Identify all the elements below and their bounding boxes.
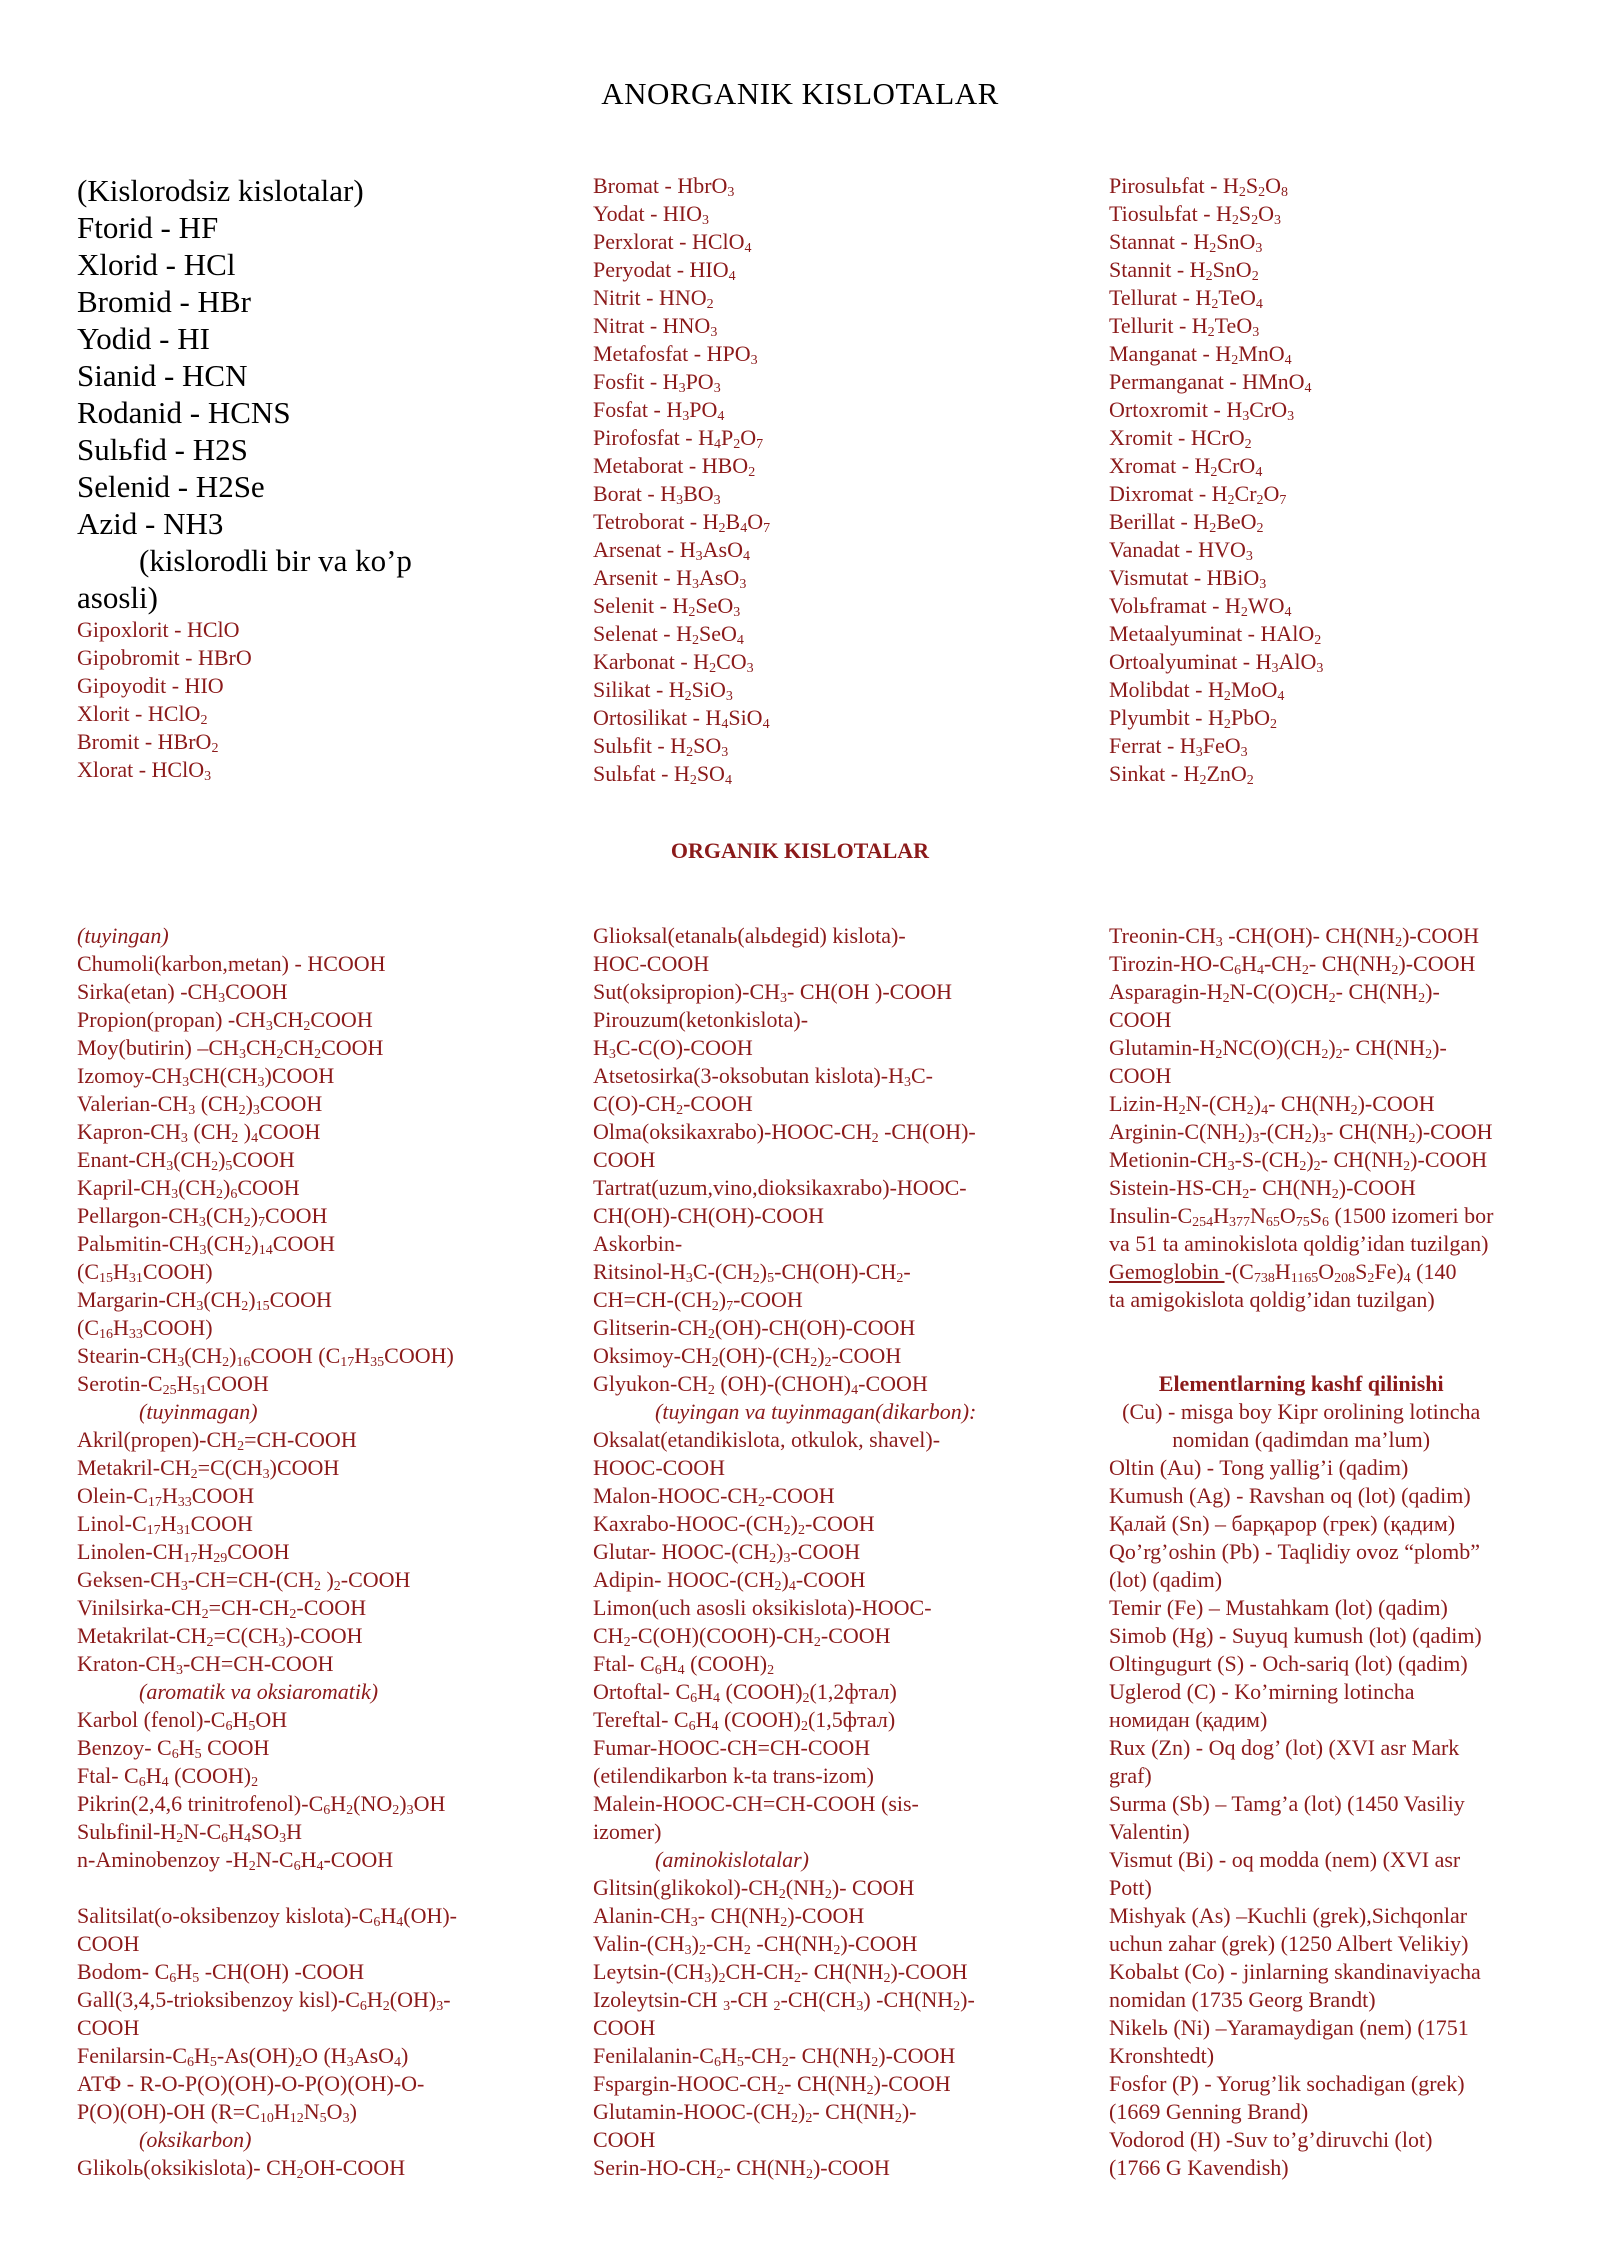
formula-line: Valerian-$CH_3$ $(CH_2)_3COOH$: [77, 1091, 323, 1118]
formula-line: Malein-HOOC-CH=CH-COOH (sis-: [593, 1791, 919, 1816]
formula-line: Metakrilat-$CH_2=C(CH_3)$-COOH: [77, 1623, 363, 1650]
formula-line: (Kislorodsiz kislotalar): [77, 173, 364, 208]
formula-line: Limon(uch asosli oksikislota)-HOOC-: [593, 1595, 932, 1620]
inorganic-col-3: [1109, 172, 1323, 788]
formula-line: $CH_2-C(OH)(COOH)-CH_2$-COOH: [593, 1623, 891, 1650]
formula-line: Ftal- $C_6H_4$ $(COOH)_2$: [77, 1763, 259, 1790]
formula-line: Benzoy- $C_6H_5$ COOH: [77, 1735, 270, 1762]
formula-line: Chumoli(karbon,metan) - HCOOH: [77, 951, 386, 976]
formula-line: Margarin-$CH_3(CH_2)_{15}COOH$: [77, 1287, 332, 1314]
formula-line: Xromit - HCrO$_2$: [1109, 425, 1252, 452]
formula-line: Peryodat - $HIO_4$: [593, 257, 736, 284]
formula-line: Yodat - $HIO_3$: [593, 201, 709, 228]
formula-line: Sulьfinil-$H_2N-C_6H_4SO_3H$: [77, 1819, 303, 1846]
formula-line: CH(OH)-CH(OH)-COOH: [593, 1203, 824, 1228]
formula-line: Rodanid - HCNS: [77, 395, 291, 430]
formula-line: nomidan (1735 Georg Brandt): [1109, 1987, 1376, 2012]
formula-line: Gipobromit - HBrO: [77, 645, 252, 670]
formula-line: Ferrat - $H_3FeO_3$: [1109, 733, 1248, 760]
formula-line: Tartrat(uzum,vino,dioksikaxrabo)-HOOC-: [593, 1175, 967, 1200]
formula-line: Moy(butirin) $-CH_3CH_2CH_2COOH$: [77, 1035, 384, 1062]
formula-line: Sirka(etan) $-CH_3COOH$: [77, 979, 288, 1006]
formula-line: COOH: [593, 2127, 656, 2152]
formula-line: Yodid - HI: [77, 321, 210, 356]
formula-line: Qo’rg’oshin (Pb) - Taqlidiy ovoz “plomb”: [1109, 1539, 1480, 1564]
formula-line: Fosfor (P) - Yorug’lik sochadigan (grek): [1109, 2071, 1465, 2096]
formula-line: Silikat - $H_2SiO_3$: [593, 677, 733, 704]
formula-line: Malon-$HOOC-CH_2$-COOH: [593, 1483, 835, 1510]
formula-line: ta amigokislota qoldig’idan tuzilgan): [1109, 1287, 1435, 1312]
formula-line: Sulьfat - $H_2SO_4$: [593, 761, 732, 788]
formula-line: Kumush (Ag) - Ravshan oq (lot) (qadim): [1109, 1483, 1471, 1508]
formula-line: Metafosfat - $HPO_3$: [593, 341, 758, 368]
formula-line: Arsenat - $H_3AsO_4$: [593, 537, 750, 564]
formula-line: Nitrit - $HNO_2$: [593, 285, 714, 312]
formula-line: Metaalyuminat - HAlO$_2$: [1109, 621, 1322, 648]
formula-line: Pirosulьfat - $H_2S_2O_8$: [1109, 173, 1288, 200]
section-title-organic: ORGANIK KISLOTALAR: [670, 838, 930, 863]
formula-line: Pirofosfat - $H_4P_2O_7$: [593, 425, 764, 452]
formula-line: Enant-$CH_3(CH_2)_5COOH$: [77, 1147, 295, 1174]
formula-line: nomidan (qadimdan ma’lum): [1172, 1427, 1431, 1452]
formula-line: $Akril(propen)-CH_2=CH$-COOH: [77, 1427, 357, 1454]
formula-line: Valin-$(CH_3)_2-CH_2$ $-CH(NH_2)$-COOH: [593, 1931, 918, 1958]
formula-line: Ortoxromit - $H_3CrO_3$: [1109, 397, 1295, 424]
formula-line: Oltingugurt (S) - Och-sariq (lot) (qadim): [1109, 1651, 1468, 1676]
formula-line: Ftal- $C_6H_4$ $(COOH)_2$: [593, 1651, 775, 1678]
formula-line: graf): [1109, 1763, 1152, 1788]
formula-line: Қалай (Sn) – барқарор (грек) (қадим): [1109, 1511, 1456, 1536]
formula-line: (1669 Genning Brand): [1109, 2099, 1309, 2124]
formula-line: Serotin-$C_{25}H_{51}COOH$: [77, 1371, 269, 1398]
formula-line: Sinkat - $H_2ZnO_2$: [1109, 761, 1254, 788]
formula-line: Leytsin-$(CH_3)_2CH-CH_2-$ $CH(NH_2)$-COOH: [593, 1959, 968, 1986]
formula-line: Sistein-$HS-CH_2-$ $CH(NH_2)$-COOH: [1109, 1175, 1416, 1202]
formula-line: [1109, 1314, 1493, 1342]
formula-line: Atsetosirka(3-oksobutan $kislota)-H_3C-$: [593, 1063, 933, 1090]
formula-line: $H_3C-C(O)$-COOH: [593, 1035, 753, 1062]
formula-line: Ftorid - HF: [77, 210, 219, 245]
formula-line: Askorbin-: [593, 1231, 683, 1256]
formula-line: COOH: [1109, 1063, 1172, 1088]
formula-line: Nitrat - $HNO_3$: [593, 313, 718, 340]
formula-line: Kronshtedt): [1109, 2043, 1215, 2068]
formula-line: Azid - NH3: [77, 506, 224, 541]
formula-line: Valentin): [1109, 1819, 1190, 1844]
organic-col-3: [1109, 922, 1493, 2182]
formula-line: $(C_{15}H_{31}COOH)$: [77, 1259, 213, 1286]
formula-line: COOH: [77, 2015, 140, 2040]
formula-line: Vanadat - $HVO_3$: [1109, 537, 1253, 564]
formula-line: Plyumbit - $H_2PbO_2$: [1109, 705, 1278, 732]
formula-line: Glikolь(oksikislota)- $CH_2OH$-COOH: [77, 2155, 406, 2182]
formula-line: Linolen-$CH_{17}H_{29}COOH$: [77, 1539, 290, 1566]
formula-line: Metakril-$CH_2=C(CH_3)COOH$: [77, 1455, 340, 1482]
formula-line: Molibdat - $H_2MoO_4$: [1109, 677, 1285, 704]
formula-line: Arsenit - $H_3AsO_3$: [593, 565, 747, 592]
formula-line: Gall(3,4,5-trioksibenzoy $kisl)-C_6H_2(OH)_3-$: [77, 1987, 451, 2014]
formula-line: HOOC-COOH: [593, 1455, 725, 1480]
formula-line: Kapron-$CH_3$ ($CH_2$ )$_4COOH$: [77, 1119, 321, 1146]
formula-line: Vismut (Bi) - oq modda (nem) (XVI asr: [1109, 1847, 1461, 1872]
formula-line: Bromit - HBrO$_2$: [77, 729, 219, 756]
formula-line: Ortoalyuminat - $H_3AlO_3$: [1109, 649, 1324, 676]
formula-line: (tuyinmagan): [139, 1399, 258, 1424]
formula-line: COOH: [593, 1147, 656, 1172]
formula-line: COOH: [77, 1931, 140, 1956]
formula-line: Fenilalanin-$C_6H_5-CH_2-$ $CH(NH_2)$-COOH: [593, 2043, 956, 2070]
formula-line: Propion(propan) $-CH_3CH_2COOH$: [77, 1007, 373, 1034]
formula-line: Ortoftal- $C_6H_4$ $(COOH)_2(1,2фтал)$: [593, 1679, 897, 1706]
formula-line: Pott): [1109, 1875, 1152, 1900]
formula-line: Tiosulьfat - $H_2S_2O_3$: [1109, 201, 1282, 228]
formula-line: Kraton-$CH_3-CH=CH$-COOH: [77, 1651, 334, 1678]
formula-line: Tirozin-$HO-C_6H_4-CH_2-$ $CH(NH_2)$-COOH: [1109, 951, 1476, 978]
formula-line: $CH=CH-(CH_2)_7$-COOH: [593, 1287, 803, 1314]
formula-line: Selenid - H2Se: [77, 469, 265, 504]
formula-line: Alanin-$CH_3-$ $CH(NH_2)$-COOH: [593, 1903, 865, 1930]
formula-line: Arginin-$C(NH_2)_3-(CH_2)_3-$ $CH(NH_2)$-COOH: [1109, 1119, 1493, 1146]
formula-line: Kapril-$CH_3(CH_2)_6COOH$: [77, 1175, 300, 1202]
organic-col-2: [593, 922, 976, 2182]
formula-line: Dixromat - $H_2Cr_2O_7$: [1109, 481, 1287, 508]
formula-line: Xlorit - HClO$_2$: [77, 701, 208, 728]
formula-line: Kaxrabo-$HOOC-(CH_2)_2$-COOH: [593, 1511, 875, 1538]
formula-line: Bromid - HBr: [77, 284, 251, 319]
formula-line: Salitsilat(o-oksibenzoy $kislota)-C_6H_4(OH)-$: [77, 1903, 458, 1930]
formula-line: номидан (қадим): [1109, 1707, 1268, 1732]
formula-line: Tellurit - $H_2TeO_3$: [1109, 313, 1260, 340]
formula-line: Sianid - HCN: [77, 358, 248, 393]
formula-line: Serin-$HO-CH_2-$ $CH(NH_2)$-COOH: [593, 2155, 890, 2182]
formula-line: Fenilarsin-$C_6H_5-As(OH)_2O$ $(H_3AsO_4)$: [77, 2043, 409, 2070]
formula-line: (1766 G Kavendish): [1109, 2155, 1289, 2180]
formula-line: Karbonat - $H_2CO_3$: [593, 649, 754, 676]
formula-line: Glitserin-$CH_2(OH)-CH(OH)$-COOH: [593, 1315, 916, 1342]
formula-line: (oksikarbon): [139, 2127, 252, 2152]
formula-line: Tetroborat - $H_2B_4O_7$: [593, 509, 771, 536]
formula-line: Vismutat - HBiO$_3$: [1109, 565, 1267, 592]
formula-line: P(O)(OH)-OH $(R=C_{10}H_{12}N_5O_3)$: [77, 2099, 357, 2126]
formula-line: $Olma(oksikaxrabo)-HOOC-CH_2$ -CH(OH)-: [593, 1119, 976, 1146]
formula-line: Glyukon-$CH_2$ $(OH)-(CHOH)_4$-COOH: [593, 1371, 928, 1398]
formula-line: Borat - $H_3BO_3$: [593, 481, 721, 508]
formula-line: Surma (Sb) – Tamg’a (lot) (1450 Vasiliy: [1109, 1791, 1465, 1816]
formula-line: Ortosilikat - $H_4SiO_4$: [593, 705, 770, 732]
formula-line: HOC-COOH: [593, 951, 710, 976]
formula-line: $Sut(oksipropion)-CH_3-$ CH(OH )-COOH: [593, 979, 952, 1006]
formula-line: Pirouzum(ketonkislota)-: [593, 1007, 809, 1032]
formula-line: Lizin-$H_2N-(CH_2)_4-$ $CH(NH_2)$-COOH: [1109, 1091, 1435, 1118]
formula-line: Xromat - $H_2CrO_4$: [1109, 453, 1263, 480]
formula-line: Asparagin-$H_2N-C(O)CH_2-$ $CH(NH_2)-$: [1109, 979, 1440, 1006]
formula-line: Mishyak (As) –Kuchli (grek),Sichqonlar: [1109, 1903, 1468, 1928]
organic-col-1: [77, 922, 457, 2182]
formula-line: $(C_{16}H_{33}COOH)$: [77, 1315, 213, 1342]
formula-line: Bodom- $C_6H_5$ -CH(OH) -COOH: [77, 1959, 365, 1986]
formula-line: Manganat - $H_2MnO_4$: [1109, 341, 1292, 368]
formula-line: Glutar- HOOC-$(CH_2)_3$-COOH: [593, 1539, 861, 1566]
formula-line: Stearin-$CH_3(CH_2)_{16}COOH$ $(C_{17}H_{35}COOH)$: [77, 1343, 454, 1370]
formula-line: Berillat - $H_2BeO_2$: [1109, 509, 1264, 536]
formula-line: Volьframat - $H_2WO_4$: [1109, 593, 1292, 620]
page-title: ANORGANIK KISLOTALAR: [601, 76, 999, 111]
formula-line: Glutamin-$H_2NC(O)(CH_2)_2-$ $CH(NH_2)-$: [1109, 1035, 1447, 1062]
inorganic-col-1: [77, 172, 412, 784]
formula-line: Simob (Hg) - Suyuq kumush (lot) (qadim): [1109, 1623, 1482, 1648]
formula-line: Izoleytsin-CH $_3$-CH $_2-CH(CH_3)$ $-CH(NH_2)-$: [593, 1987, 975, 2014]
formula-line: uchun zahar (grek) (1250 Albert Velikiy): [1109, 1931, 1469, 1956]
formula-line: (etilendikarbon k-ta trans-izom): [593, 1763, 875, 1788]
formula-line: Fosfat - $H_3PO_4$: [593, 397, 725, 424]
formula-line: Ritsinol-$H_3C-(CH_2)_5-CH(OH)-CH_2-$: [593, 1259, 911, 1286]
formula-line: Izomoy-$CH_3CH(CH_3)COOH$: [77, 1063, 335, 1090]
formula-line: COOH: [1109, 1007, 1172, 1032]
formula-line: Metionin-$CH_3-S-(CH_2)_2-$ $CH(NH_2)$-COOH: [1109, 1147, 1488, 1174]
formula-line: Selenit - $H_2SeO_3$: [593, 593, 741, 620]
formula-line: (lot) (qadim): [1109, 1567, 1223, 1592]
formula-line: Linol-$C_{17}H_{31}COOH$: [77, 1511, 253, 1538]
formula-line: va 51 ta aminokislota qoldig’idan tuzilgan): [1109, 1231, 1489, 1256]
formula-line: Gemoglobin $-(C_{738}H_{1165}O_{208}S_2Fe)_4$ (140: [1109, 1259, 1457, 1286]
formula-line: $C(O)-CH_2$-COOH: [593, 1091, 753, 1118]
formula-line: Vodorod (H) -Suv to’g’diruvchi (lot): [1109, 2127, 1433, 2152]
formula-line: Xlorid - HCl: [77, 247, 236, 282]
formula-line: Bromat - HbrO$_3$: [593, 173, 735, 200]
formula-line: Geksen-$CH_3-CH=CH-(CH_2$ )$_2$-COOH: [77, 1567, 411, 1594]
formula-line: Selenat - $H_2SeO_4$: [593, 621, 744, 648]
formula-line: Gipoyodit - HIO: [77, 673, 224, 698]
formula-line: [77, 1874, 457, 1902]
formula-line: Palьmitin-$CH_3(CH_2)_{14}COOH$: [77, 1231, 336, 1258]
formula-line: $Glitsin(glikokol)-CH_2(NH_2)-$ COOH: [593, 1875, 915, 1902]
formula-line: (aminokislotalar): [655, 1847, 809, 1872]
formula-line: Adipin- HOOC-$(CH_2)_4$-COOH: [593, 1567, 866, 1594]
formula-line: Oksalat(etandikislota, otkulok, shavel)-: [593, 1427, 941, 1452]
formula-line: Treonin-$CH_3$ -CH(OH)- $CH(NH_2)$-COOH: [1109, 923, 1480, 950]
formula-line: asosli): [77, 580, 158, 615]
formula-line: Fumar-HOOC-CH=CH-COOH: [593, 1735, 871, 1760]
formula-line: Tereftal- $C_6H_4$ $(COOH)_2(1,5фтал)$: [593, 1707, 896, 1734]
formula-line: Perxlorat - HClO$_4$: [593, 229, 752, 256]
formula-line: Tellurat - $H_2TeO_4$: [1109, 285, 1263, 312]
formula-line: COOH: [593, 2015, 656, 2040]
formula-line: Glutamin-$HOOC-(CH_2)_2-$ $CH(NH_2)-$: [593, 2099, 917, 2126]
formula-line: АТФ - R-O-P(O)(OH)-O-P(O)(OH)-O-: [77, 2071, 425, 2096]
formula-line: Insulin-$C_{254}H_{377}N_{65}O_{75}S_6$ (1500 izomeri bor: [1109, 1203, 1494, 1230]
formula-line: (tuyingan va tuyinmagan(dikarbon):: [655, 1399, 977, 1424]
formula-line: Rux (Zn) - Oq dog’ (lot) (XVI asr Mark: [1109, 1735, 1460, 1760]
formula-line: Metaborat - $HBO_2$: [593, 453, 756, 480]
formula-line: Temir (Fe) – Mustahkam (lot) (qadim): [1109, 1595, 1448, 1620]
inorganic-col-2: [593, 172, 770, 788]
formula-line: Karbol $(fenol)-C_6H_5OH$: [77, 1707, 288, 1734]
formula-line: Elementlarning kashf qilinishi: [1158, 1371, 1444, 1396]
formula-line: Pellargon-$CH_3(CH_2)_7COOH$: [77, 1203, 328, 1230]
formula-line: izomer): [593, 1819, 662, 1844]
formula-line: Xlorat - HClO$_3$: [77, 757, 212, 784]
formula-line: Sulьfit - $H_2SO_3$: [593, 733, 729, 760]
formula-line: Glioksal(etanalь(alьdegid) kislota)-: [593, 923, 906, 948]
formula-line: Pikrin(2,4,6 $trinitrofenol)-C_6H_2(NO_2)_3OH$: [77, 1791, 446, 1818]
formula-line: Sulьfid - H2S: [77, 432, 248, 467]
formula-line: Gipoxlorit - HClO: [77, 617, 240, 642]
formula-line: Stannat - $H_2SnO_3$: [1109, 229, 1263, 256]
formula-line: (kislorodli bir va ko’p: [139, 543, 412, 578]
formula-line: (aromatik va oksiaromatik): [139, 1679, 379, 1704]
formula-line: Permanganat - HMnO$_4$: [1109, 369, 1312, 396]
formula-line: Kobalьt (Co) - jinlarning skandinaviyacha: [1109, 1959, 1481, 1984]
formula-line: n-Aminobenzoy $-H_2N-C_6H_4$-COOH: [77, 1847, 394, 1874]
formula-line: Uglerod (C) - Ko’mirning lotincha: [1109, 1679, 1415, 1704]
formula-line: (Cu) - misga boy Kipr orolining lotincha: [1122, 1399, 1481, 1424]
formula-line: (tuyingan): [77, 923, 169, 948]
formula-line: Olein-$C_{17}H_{33}COOH$: [77, 1483, 255, 1510]
formula-line: Oltin (Au) - Tong yallig’i (qadim): [1109, 1455, 1409, 1480]
formula-line: Nikelь (Ni) –Yaramaydigan (nem) (1751: [1109, 2015, 1469, 2040]
formula-line: [1109, 1342, 1493, 1370]
formula-line: Fspargin-$HOOC-CH_2-$ $CH(NH_2)$-COOH: [593, 2071, 951, 2098]
formula-line: Vinilsirka-$CH_2=CH-CH_2$-COOH: [77, 1595, 367, 1622]
formula-line: Stannit - $H_2SnO_2$: [1109, 257, 1259, 284]
formula-line: Oksimoy-$CH_2(OH)-(CH_2)_2$-COOH: [593, 1343, 902, 1370]
formula-line: Fosfit - $H_3PO_3$: [593, 369, 721, 396]
